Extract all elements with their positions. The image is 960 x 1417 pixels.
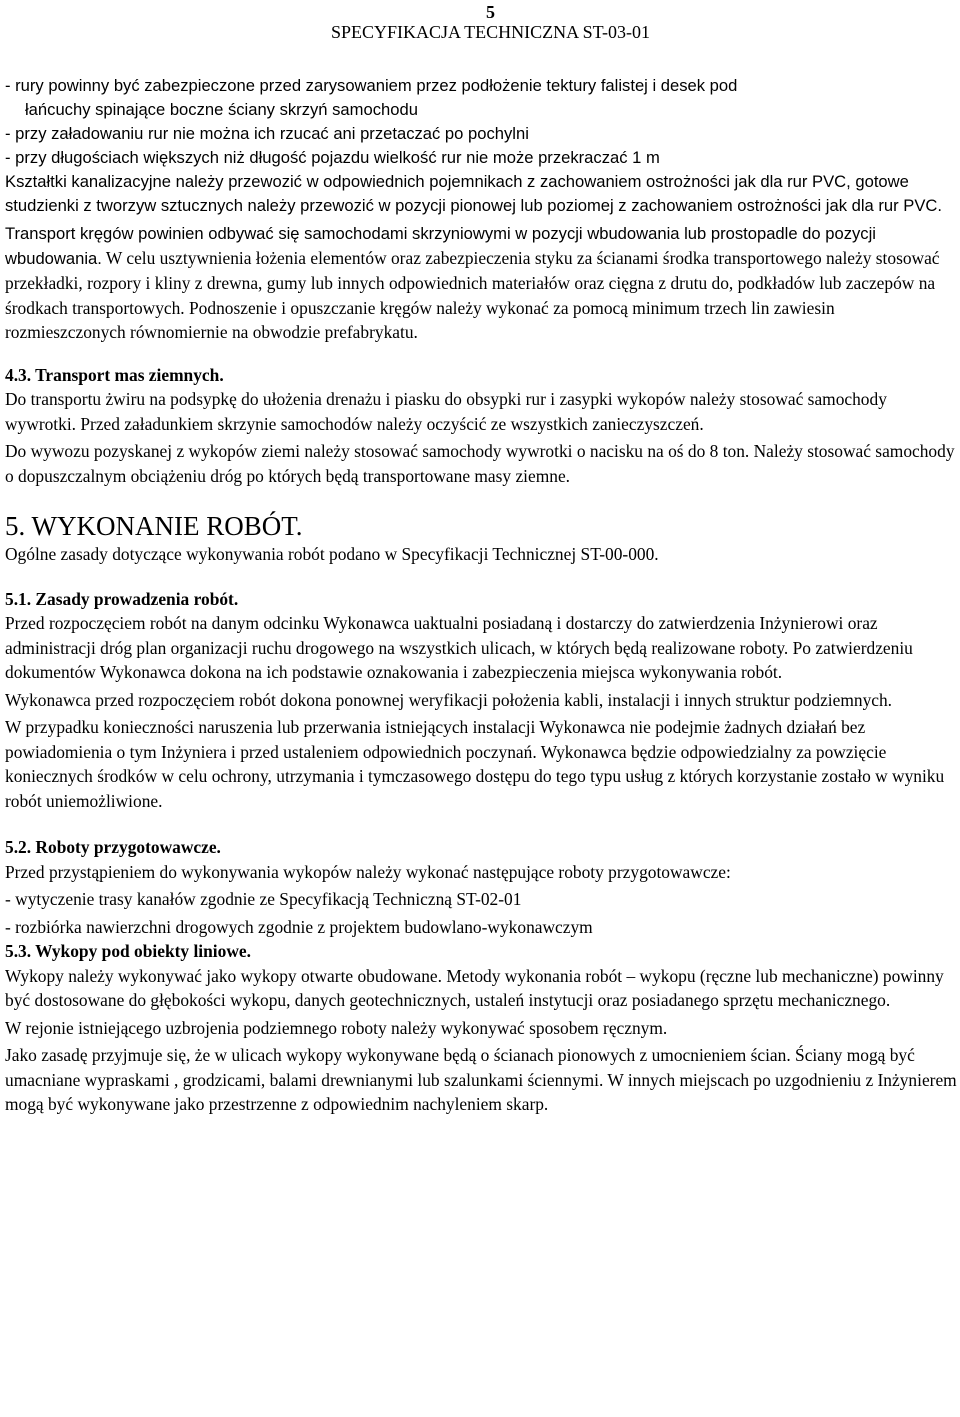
bullet-line-2: - przy załadowaniu rur nie można ich rzucać ani przetaczać po pochylni: [5, 124, 529, 143]
page-number: 5: [485, 2, 495, 22]
section-4-3-paragraph-1: Do transportu żwiru na podsypkę do ułożenia drenażu i piasku do obsypki rur i zasypki wykopów należy stosować samochody wywrotki. Przed załadunkiem skrzynie samochodów należy oczyścić ze wszystkich zanieczyszczeń.: [5, 389, 887, 434]
section-5-1-paragraph-1: Przed rozpoczęciem robót na danym odcinku Wykonawca uaktualni posiadaną i dostarczy do zatwierdzenia Inżynierowi oraz administracji dróg plan organizacji ruchu drogowego na wszystkich ulicach, w których będą realizowane roboty. Po zatwierdzeniu dokumentów Wykonawca dokona na ich podstawie oznakowania i zabezpieczenia miejsca wykonywania robót.: [5, 613, 913, 682]
section-5-2-item-2: - rozbiórka nawierzchni drogowych zgodnie z projektem budowlano-wykonawczym: [5, 916, 593, 937]
rings-transport-paragraph: [5, 221, 957, 345]
page-header: [331, 2, 650, 42]
bullet-line-1-cont: łańcuchy spinające boczne ściany skrzyń samochodu: [25, 100, 418, 119]
section-4-3-heading: 4.3. Transport mas ziemnych.: [5, 364, 224, 385]
fittings-paragraph: Kształtki kanalizacyjne należy przewozić w odpowiednich pojemnikach z zachowaniem ostrożności jak dla rur PVC, gotowe studzienki z tworzyw sztucznych należy przewozić w pozycji pionowej lub poziomej z zachowaniem ostrożności jak dla rur PVC.: [5, 172, 943, 215]
section-5-3-heading: 5.3. Wykopy pod obiekty liniowe.: [5, 941, 251, 961]
spec-title: SPECYFIKACJA TECHNICZNA ST-03-01: [330, 22, 650, 42]
section-5-3-paragraph-3: Jako zasadę przyjmuje się, że w ulicach wykopy wykonywane będą o ścianach pionowych z umocnieniem ścian. Ściany mogą być umacniane wypraskami , grodzicami, balami drewnianymi lub szalunkami ściennymi. W innych miejscach po uzgodnieniu z Inżynierem mogą być wykonywane jako przestrzenne z odpowiednim nachyleniem skarp.: [5, 1045, 957, 1114]
section-5-2-item-1: - wytyczenie trasy kanałów zgodnie ze Specyfikacją Techniczną ST-02-01: [5, 889, 522, 909]
bullet-line-1: - rury powinny być zabezpieczone przed zarysowaniem przez podłożenie tektury falistej i desek pod: [5, 76, 738, 95]
section-5-1-heading: 5.1. Zasady prowadzenia robót.: [5, 588, 239, 609]
section-5-3-paragraph-1: Wykopy należy wykonywać jako wykopy otwarte obudowane. Metody wykonania robót – wykopu (ręczne lub mechaniczne) powinny być dostosowane do głębokości wykopu, danych geotechnicznych, ustaleń instytucji oraz posiadanego sprzętu mechanicznego.: [5, 965, 944, 1010]
section-5-heading: 5. WYKONANIE ROBÓT.: [5, 511, 303, 541]
section-5-3-paragraph-2: W rejonie istniejącego uzbrojenia podziemnego roboty należy wykonywać sposobem ręcznym.: [5, 1017, 668, 1038]
section-5-2-heading: 5.2. Roboty przygotowawcze.: [5, 837, 221, 857]
rings-transport-tail: W celu usztywnienia łożenia elementów oraz zabezpieczenia styku za ścianami środka transportowego należy stosować przekładki, rozpory i kliny z drewna, gumy lub innych odpowiednich materiałów oraz cięgna z drutu do, podkładów lub zaczepów na środkach transportowych. Podnoszenie i opuszczanie kręgów należy wykonać za pomocą minimum trzech lin zawiesin rozmieszczonych równomiernie na obwodzie prefabrykatu.: [5, 248, 940, 342]
section-5-1-paragraph-3: W przypadku konieczności naruszenia lub przerwania istniejących instalacji Wykonawca nie podejmie żadnych działań bez powiadomienia o tym Inżyniera i przed ustaleniem odpowiednich poczynań. Wykonawca będzie odpowiedzialny za powzięcie koniecznych środków w celu ochrony, utrzymania i tymczasowego dostępu do tego typu usług z których korzystanie zostało w wyniku robót uniemożliwione.: [5, 717, 945, 811]
rings-transport-lead: Transport kręgów powinien odbywać się samochodami skrzyniowymi w pozycji wbudowania lub prostopadle do pozycji wbudowania.: [5, 224, 876, 268]
section-4-3-paragraph-2: Do wywozu pozyskanej z wykopów ziemi należy stosować samochody wywrotki o nacisku na oś do 8 ton. Należy stosować samochody o dopuszczalnym obciążeniu dróg po których będą transportowane masy ziemne.: [5, 441, 955, 486]
section-5-1-paragraph-2: Wykonawca przed rozpoczęciem robót dokona ponownej weryfikacji położenia kabli, instalacji i innych struktur podziemnych.: [5, 689, 893, 710]
section-5-2-paragraph-1: Przed przystąpieniem do wykonywania wykopów należy wykonać następujące roboty przygotowawcze:: [5, 861, 731, 882]
bullet-line-3: - przy długościach większych niż długość pojazdu wielkość rur nie może przekraczać 1 m: [5, 148, 660, 167]
document-body: [5, 74, 957, 1117]
section-5-paragraph-1: Ogólne zasady dotyczące wykonywania robót podano w Specyfikacji Technicznej ST-00-000.: [5, 544, 659, 564]
